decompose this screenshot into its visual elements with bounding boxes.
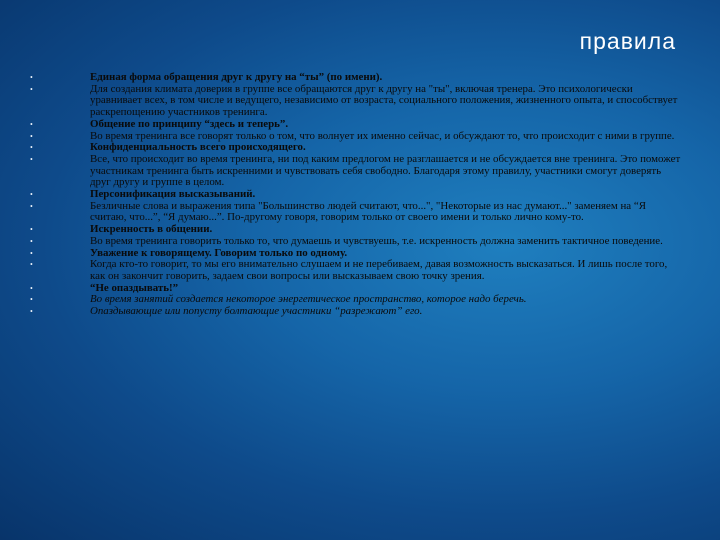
rule-text: Все, что происходит во время тренинга, ни под каким предлогом не разглашается и не обсуждается вне тренинга. Это поможет участникам тренинга быть искренними и чувствовать себя свободно. Благодаря этому правилу, участники смогут доверять друг другу и группе в целом. <box>90 152 681 189</box>
rule-description <box>30 306 682 318</box>
rule-heading <box>30 72 682 84</box>
rule-heading <box>30 189 682 201</box>
rule-text: Опаздывающие или попусту болтающие участники “разрежают” его. <box>90 305 423 318</box>
bullet-icon: • <box>30 307 33 317</box>
rule-text: Уважение к говорящему. Говорим только по одному. <box>90 246 348 259</box>
bullet-icon: • <box>30 131 33 141</box>
rule-description <box>30 201 682 224</box>
bullet-icon: • <box>30 84 33 94</box>
rule-text: Персонификация высказываний. <box>90 188 256 201</box>
bullet-icon: • <box>30 236 33 246</box>
rule-description <box>30 259 682 282</box>
rule-text: Во время тренинга говорить только то, что думаешь и чувствуешь, т.е. искренность должна заменить тактичное поведение. <box>90 234 663 247</box>
bullet-icon: • <box>30 143 33 153</box>
rule-text: Конфиденциальность всего происходящего. <box>90 141 306 154</box>
bullet-icon: • <box>30 248 33 258</box>
rule-text: “Не опаздывать!” <box>90 281 179 294</box>
rule-text: Единая форма обращения друг к другу на “ты” (по имени). <box>90 71 383 83</box>
bullet-icon: • <box>30 295 33 305</box>
bullet-icon: • <box>30 190 33 200</box>
rules-list <box>30 72 682 318</box>
bullet-icon: • <box>30 154 33 164</box>
rule-text: Когда кто-то говорит, то мы его внимательно слушаем и не перебиваем, давая возможность высказаться. И лишь после того, как он закончит говорить, задаем свои вопросы или высказываем свою точку зрения. <box>90 258 668 282</box>
rule-text: Во время тренинга все говорят только о том, что волнует их именно сейчас, и обсуждают то, что происходит с ними в группе. <box>90 129 675 142</box>
rule-text: Во время занятий создается некоторое энергетическое пространство, которое надо беречь. <box>90 293 527 306</box>
slide-title: правила <box>579 28 676 54</box>
rule-heading <box>30 119 682 131</box>
rule-description <box>30 154 682 189</box>
rule-text: Общение по принципу “здесь и теперь”. <box>90 117 289 130</box>
rule-text: Искренность в общении. <box>90 223 213 236</box>
bullet-icon: • <box>30 201 33 211</box>
bullet-icon: • <box>30 283 33 293</box>
rule-text: Для создания климата доверия в группе все обращаются друг к другу на "ты", включая тренера. Это психологически уравнивает всех, в том числе и ведущего, независимо от возраста, социального положения, жизненного опыта, и способствует раскрепощению участников тренинга. <box>90 82 678 119</box>
bullet-icon: • <box>30 119 33 129</box>
bullet-icon: • <box>30 260 33 270</box>
bullet-icon: • <box>30 225 33 235</box>
rule-description <box>30 84 682 119</box>
bullet-icon: • <box>30 73 33 82</box>
rule-description <box>30 236 682 248</box>
rule-text: Безличные слова и выражения типа "Большинство людей считают, что...", "Некоторые из нас думают..." заменяем на “Я считаю, что...”, “Я думаю...”. По-другому говоря, говорим только от своего имени и только лично кому-то. <box>90 199 646 224</box>
